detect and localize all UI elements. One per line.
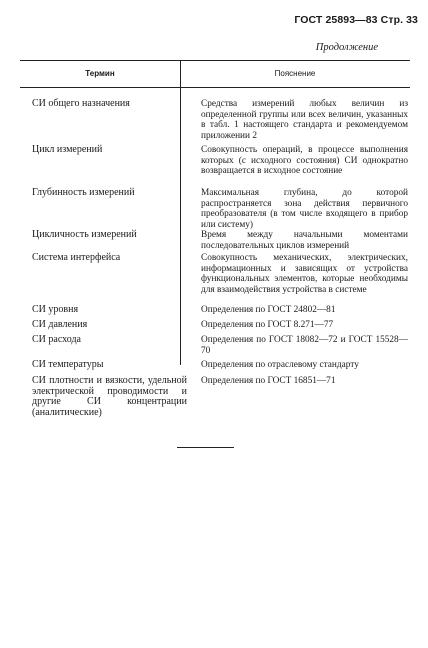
column-header-explanation: Пояснение (274, 69, 316, 78)
row-explanation: Определения по ГОСТ 8.271—77 (201, 320, 334, 330)
table-top-rule (20, 60, 410, 61)
column-header-term: Термин (85, 69, 115, 78)
row-term: Цикличность измерений (32, 229, 137, 240)
row-explanation: Время между начальными моментами последовательных циклов измерений (201, 230, 408, 251)
row-explanation: Средства измерений любых величин из определенной группы или всех величин, указанных в табл. 1 настоящего стандарта и рекомендуемом приложении 2 (201, 99, 408, 141)
row-term: СИ уровня (32, 304, 79, 315)
row-term: Цикл измерений (32, 144, 103, 155)
row-explanation: Совокупность операций, в процессе выполнения которых (с исходного состояния) СИ однократно возвращается в исходное состояние (201, 145, 408, 176)
page-header: ГОСТ 25893—83 Стр. 33 (294, 14, 418, 26)
row-explanation: Определения по ГОСТ 18082—72 и ГОСТ 15528—70 (201, 335, 408, 356)
row-term: СИ общего назначения (32, 98, 130, 109)
continuation-label: Продолжение (315, 42, 378, 53)
row-term: Глубинность измерений (32, 187, 135, 198)
row-term: СИ расхода (32, 334, 81, 345)
row-explanation: Определения по ГОСТ 24802—81 (201, 305, 336, 315)
table-header-rule (20, 87, 410, 88)
row-term: СИ температуры (32, 359, 104, 370)
row-term: Система интерфейса (32, 252, 121, 263)
row-explanation: Определения по ГОСТ 16851—71 (201, 376, 336, 386)
row-term: СИ давления (32, 319, 88, 330)
row-explanation: Максимальная глубина, до которой распространяется зона действия первичного преобразователя (в том числе входящего в прибор или систему) (201, 188, 408, 230)
row-explanation: Совокупность механических, электрических, информационных и зависящих от устройства функциональных элементов, которые необходимы для взаимодействия устройства в системе (201, 253, 408, 295)
row-explanation: Определения по отраслевому стандарту (201, 360, 359, 370)
end-of-section-rule (177, 447, 234, 448)
row-term: СИ плотности и вязкости, удельной электрической проводимости и другие СИ концентрации (аналитические) (32, 375, 187, 418)
